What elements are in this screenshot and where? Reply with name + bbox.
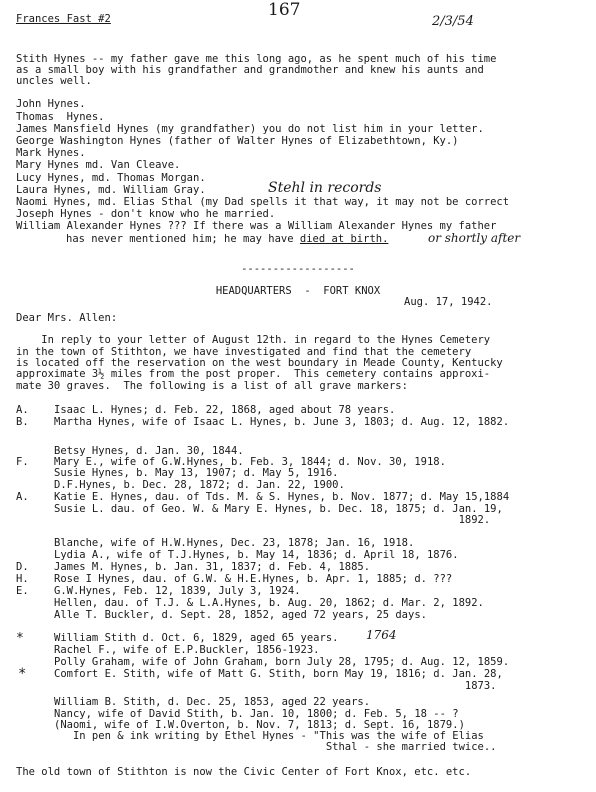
grave-entry: Susie Hynes, b. May 13, 1907; d. May 5, 1916.	[54, 467, 339, 479]
family-member: William Alexander Hynes ??? If there was a William Alexander Hynes my father	[16, 220, 497, 232]
page-number: 167	[268, 0, 301, 20]
letter-salutation: Dear Mrs. Allen:	[16, 312, 118, 324]
grave-entry: Lydia A., wife of T.J.Hynes, b. May 14, 1836; d. April 18, 1876.	[54, 549, 459, 561]
separator-line: ------------------	[241, 263, 355, 275]
handwritten-date: 2/3/54	[432, 14, 474, 29]
grave-entry: Rachel F., wife of E.P.Buckler, 1856-1923.	[54, 644, 320, 656]
letter-line: approximate 3½ miles from the post proper. This cemetery contains approxi-	[16, 368, 491, 380]
grave-entry: Sthal - she married twice..	[54, 741, 497, 753]
grave-mark: A.	[16, 491, 29, 503]
letter-line: in the town of Stithton, we have investigated and find that the cemetery	[16, 346, 472, 358]
grave-entry: Comfort E. Stith, wife of Matt G. Stith, born May 19, 1816; d. Jan. 28,	[54, 668, 503, 680]
closing-line: The old town of Stithton is now the Civic Center of Fort Knox, etc. etc.	[16, 766, 472, 778]
grave-entry: Rose I Hynes, dau. of G.W. & H.E.Hynes, b. Apr. 1, 1885; d. ???	[54, 573, 453, 585]
letter-heading: HEADQUARTERS - FORT KNOX	[215, 285, 381, 297]
family-member-continued	[66, 234, 388, 245]
family-member: James Mansfield Hynes (my grandfather) you do not list him in your letter.	[16, 123, 484, 135]
family-member: John Hynes.	[16, 98, 86, 110]
grave-mark: A.	[16, 404, 29, 416]
family-member: Mary Hynes md. Van Cleave.	[16, 159, 181, 171]
handwritten-annotation: 1764	[366, 628, 397, 642]
page-heading	[16, 14, 111, 25]
family-member: Thomas Hynes.	[16, 111, 105, 123]
handwritten-annotation: Stehl in records	[268, 180, 382, 196]
underlined-text: died at birth.	[299, 233, 389, 245]
intro-line: Stith Hynes -- my father gave me this long ago, as he spent much of his time	[16, 53, 497, 65]
grave-mark: *	[18, 666, 27, 682]
grave-entry: Mary E., wife of G.W.Hynes, b. Feb. 3, 1844; d. Nov. 30, 1918.	[54, 456, 446, 468]
grave-entry: Hellen, dau. of T.J. & L.A.Hynes, b. Aug. 20, 1862; d. Mar. 2, 1892.	[54, 597, 484, 609]
grave-entry: In pen & ink writing by Ethel Hynes - "This was the wife of Elias	[54, 730, 484, 742]
grave-entry: G.W.Hynes, Feb. 12, 1839, July 3, 1924.	[54, 585, 301, 597]
grave-mark: E.	[16, 585, 29, 597]
grave-mark: D.	[16, 561, 29, 573]
grave-entry: Nancy, wife of David Stith, b. Jan. 10, 1800; d. Feb. 5, 18 -- ?	[54, 708, 459, 720]
intro-line: as a small boy with his grandfather and grandmother and knew his aunts and	[16, 64, 484, 76]
family-member: Naomi Hynes, md. Elias Sthal (my Dad spells it that way, it may not be correct	[16, 196, 510, 208]
continued-text: has never mentioned him; he may have	[66, 233, 294, 245]
letter-line: mate 30 graves. The following is a list of all grave markers:	[16, 380, 408, 392]
family-member: Laura Hynes, md. William Gray.	[16, 184, 206, 196]
grave-entry: William Stith d. Oct. 6, 1829, aged 65 years.	[54, 632, 339, 644]
grave-mark: B.	[16, 416, 29, 428]
grave-entry: Isaac L. Hynes; d. Feb. 22, 1868, aged about 78 years.	[54, 404, 396, 416]
family-member: Lucy Hynes, md. Thomas Morgan.	[16, 172, 206, 184]
grave-entry: Martha Hynes, wife of Isaac L. Hynes, b. June 3, 1803; d. Aug. 12, 1882.	[54, 416, 510, 428]
grave-entry: James M. Hynes, b. Jan. 31, 1837; d. Feb. 4, 1885.	[54, 561, 371, 573]
letter-date: Aug. 17, 1942.	[404, 296, 493, 308]
letter-line: In reply to your letter of August 12th. in regard to the Hynes Cemetery	[16, 334, 491, 346]
grave-mark: *	[16, 631, 24, 646]
grave-entry: D.F.Hynes, b. Dec. 28, 1872; d. Jan. 22, 1900.	[54, 479, 345, 491]
grave-entry: Katie E. Hynes, dau. of Tds. M. & S. Hynes, b. Nov. 1877; d. May 15,1884	[54, 491, 510, 503]
handwritten-annotation: or shortly after	[428, 231, 521, 245]
letter-line: is located off the reservation on the west boundary in Meade County, Kentucky	[16, 357, 503, 369]
grave-entry: Susie L. dau. of Geo. W. & Mary E. Hynes, b. Dec. 18, 1875; d. Jan. 19,	[54, 503, 503, 515]
grave-mark: H.	[16, 573, 29, 585]
grave-entry: 1873.	[54, 680, 497, 692]
intro-line: uncles well.	[16, 75, 92, 87]
grave-entry: William B. Stith, d. Dec. 25, 1853, aged 22 years.	[54, 696, 371, 708]
grave-mark: F.	[16, 456, 29, 468]
grave-entry: 1892.	[54, 514, 491, 526]
family-member: Joseph Hynes - don't know who he married.	[16, 208, 276, 220]
family-member: Mark Hynes.	[16, 147, 86, 159]
family-member: George Washington Hynes (father of Walter Hynes of Elizabethtown, Ky.)	[16, 135, 459, 147]
grave-entry: (Naomi, wife of I.W.Overton, b. Nov. 7, 1813; d. Sept. 16, 1879.)	[54, 719, 465, 731]
grave-entry: Betsy Hynes, d. Jan. 30, 1844.	[54, 445, 244, 457]
document-title: Frances Fast #2	[16, 13, 111, 25]
grave-entry: Blanche, wife of H.W.Hynes, Dec. 23, 1878; Jan. 16, 1918.	[54, 537, 415, 549]
grave-entry: Polly Graham, wife of John Graham, born July 28, 1795; d. Aug. 12, 1859.	[54, 656, 510, 668]
grave-entry: Alle T. Buckler, d. Sept. 28, 1852, aged 72 years, 25 days.	[54, 609, 427, 621]
